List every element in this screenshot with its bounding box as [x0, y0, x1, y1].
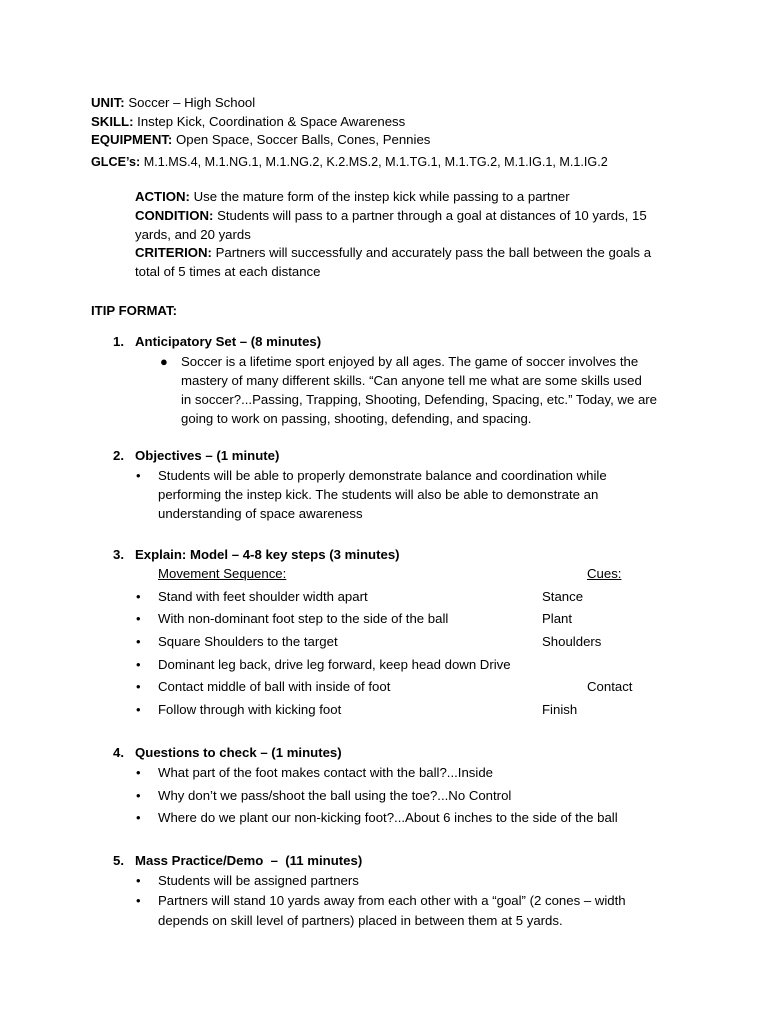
bullet-icon: •	[136, 657, 141, 672]
movement-sequence-header: Movement Sequence:	[158, 566, 287, 581]
action-line	[135, 188, 570, 207]
criterion-label: CRITERION:	[135, 245, 212, 260]
bullet-icon: ●	[160, 354, 168, 369]
bullet-icon: •	[136, 702, 141, 717]
condition-line	[135, 207, 647, 226]
section-1-title: Anticipatory Set – (8 minutes)	[135, 334, 322, 349]
skill-line	[91, 113, 405, 132]
practice-item: Students will be assigned partners	[158, 873, 359, 888]
question-item: Where do we plant our non-kicking foot?...About 6 inches to the side of the ball	[158, 810, 618, 825]
glce-label: GLCE’s:	[91, 155, 141, 169]
bullet-icon: •	[136, 765, 141, 780]
question-item: Why don’t we pass/shoot the ball using the toe?...No Control	[158, 788, 512, 803]
section-2-line: performing the instep kick. The students will also be able to demonstrate an	[158, 487, 599, 502]
section-1-line: mastery of many different skills. “Can anyone tell me what are some skills used	[181, 373, 642, 388]
section-1-number: 1.	[113, 334, 124, 349]
section-4-title: Questions to check – (1 minutes)	[135, 745, 342, 760]
cues-header: Cues:	[587, 566, 622, 581]
section-2-title: Objectives – (1 minute)	[135, 448, 280, 463]
step-text: Follow through with kicking foot	[158, 702, 342, 717]
step-text: Contact middle of ball with inside of foot	[158, 679, 391, 694]
section-2-number: 2.	[113, 448, 124, 463]
unit-line	[91, 94, 255, 113]
bullet-icon: •	[136, 679, 141, 694]
section-5-number: 5.	[113, 853, 124, 868]
itip-heading: ITIP FORMAT:	[91, 303, 177, 318]
equipment-value: Open Space, Soccer Balls, Cones, Pennies	[176, 132, 431, 147]
equipment-label: EQUIPMENT:	[91, 132, 173, 147]
section-4-number: 4.	[113, 745, 124, 760]
section-2-line: understanding of space awareness	[158, 506, 363, 521]
section-2-line: Students will be able to properly demonstrate balance and coordination while	[158, 468, 607, 483]
bullet-icon: •	[136, 893, 141, 908]
question-item: What part of the foot makes contact with the ball?...Inside	[158, 765, 493, 780]
practice-item: Partners will stand 10 yards away from each other with a “goal” (2 cones – width	[158, 893, 626, 908]
step-cue: Stance	[542, 589, 584, 604]
condition-line-2: yards, and 20 yards	[135, 227, 251, 242]
skill-value: Instep Kick, Coordination & Space Awareness	[137, 114, 406, 129]
section-1-line: in soccer?...Passing, Trapping, Shooting, Defending, Spacing, etc.” Today, we are	[181, 392, 658, 407]
equipment-line	[91, 131, 430, 150]
section-3-number: 3.	[113, 547, 124, 562]
action-label: ACTION:	[135, 189, 190, 204]
glce-value: M.1.MS.4, M.1.NG.1, M.1.NG.2, K.2.MS.2, M.1.TG.1, M.1.TG.2, M.1.IG.1, M.1.IG.2	[143, 155, 608, 169]
section-1-line: Soccer is a lifetime sport enjoyed by all ages. The game of soccer involves the	[181, 354, 639, 369]
unit-label: UNIT:	[91, 95, 125, 110]
criterion-text: Partners will successfully and accurately pass the ball between the goals a	[215, 245, 652, 260]
criterion-line	[135, 244, 651, 263]
step-cue: Finish	[542, 702, 578, 717]
bullet-icon: •	[136, 810, 141, 825]
section-3-title: Explain: Model – 4-8 key steps (3 minutes)	[135, 547, 400, 562]
bullet-icon: •	[136, 468, 141, 483]
glce-line	[91, 153, 608, 172]
section-5-title: Mass Practice/Demo – (11 minutes)	[135, 853, 363, 868]
step-cue: Plant	[542, 611, 573, 626]
bullet-icon: •	[136, 788, 141, 803]
bullet-icon: •	[136, 611, 141, 626]
step-cue: Shoulders	[542, 634, 602, 649]
step-text: With non-dominant foot step to the side of the ball	[158, 611, 449, 626]
bullet-icon: •	[136, 873, 141, 888]
skill-label: SKILL:	[91, 114, 134, 129]
step-text: Square Shoulders to the target	[158, 634, 338, 649]
practice-item-continued: depends on skill level of partners) placed in between them at 5 yards.	[158, 913, 563, 928]
bullet-icon: •	[136, 634, 141, 649]
section-1-line: going to work on passing, shooting, defending, and spacing.	[181, 411, 532, 426]
condition-text: Students will pass to a partner through a goal at distances of 10 yards, 15	[217, 208, 647, 223]
action-text: Use the mature form of the instep kick while passing to a partner	[193, 189, 570, 204]
condition-label: CONDITION:	[135, 208, 214, 223]
step-text: Dominant leg back, drive leg forward, keep head down Drive	[158, 657, 511, 672]
step-cue: Contact	[587, 679, 633, 694]
criterion-line-2: total of 5 times at each distance	[135, 264, 321, 279]
bullet-icon: •	[136, 589, 141, 604]
step-text: Stand with feet shoulder width apart	[158, 589, 368, 604]
unit-value: Soccer – High School	[128, 95, 256, 110]
